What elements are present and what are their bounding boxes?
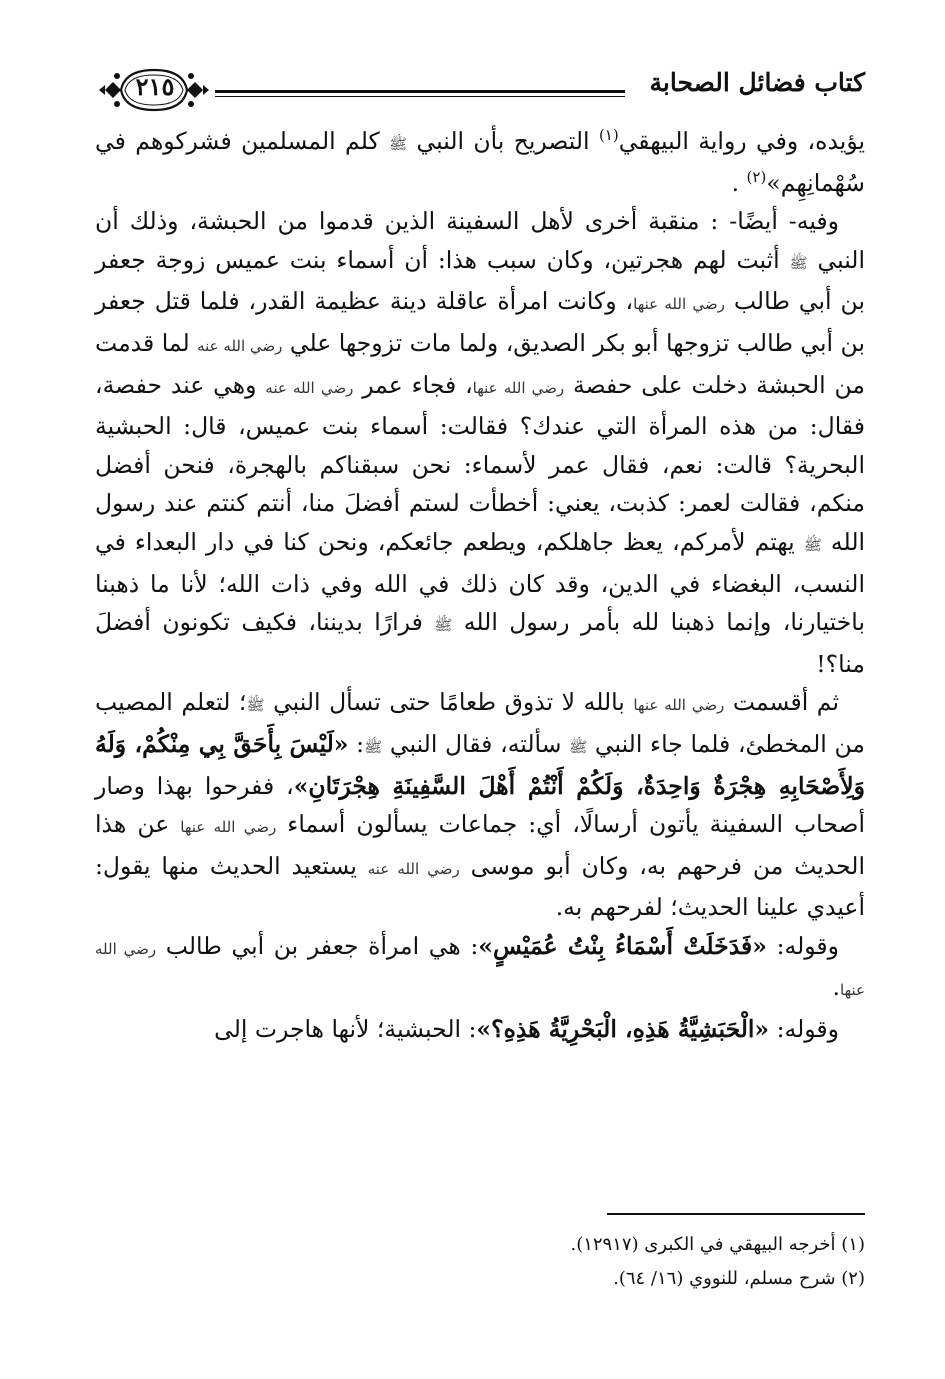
honorific: رضي الله عنها	[633, 295, 725, 314]
text-segment: سألته، فقال النبي	[382, 729, 570, 758]
honorific: ﷺ	[434, 616, 453, 635]
text-segment: عن هذا الحديث من فرحهم به، وكان أبو موسى	[95, 810, 865, 880]
honorific: ﷺ	[246, 696, 265, 715]
hadith-quote: «الْحَبَشِيَّةُ هَذِهِ، الْبَحْرِيَّةُ هَذِهِ؟»	[476, 1015, 770, 1044]
honorific: ﷺ	[789, 253, 808, 272]
text-segment: يؤيده، وفي رواية البيهقي	[618, 127, 866, 155]
page-header	[95, 62, 865, 118]
text-segment: : هي امرأة جعفر بن أبي طالب	[156, 931, 479, 960]
text-segment: أثبت لهم هجرتين، وكان سبب هذا: أن أسماء بنت عميس زوجة جعفر بن أبي طالب	[95, 245, 865, 316]
footnotes	[95, 1228, 865, 1296]
footnote-ref: (١)	[598, 126, 619, 145]
text-segment: ، وكانت امرأة عاقلة دينة عظيمة القدر، فلما قتل جعفر بن أبي طالب تزوجها أبو بكر الصديق، ولما مات تزوجها علي	[95, 287, 865, 357]
text-segment: وهي عند حفصة، فقال: من هذه المرأة التي عندك؟ فقالت: أسماء بنت عميس، قال: الحبشية البحرية؟ قالت: نعم، فقال عمر لأسماء: نحن سبقناكم بالهجرة، فنحن أفضل منكم، فقالت لعمر: كذبت، يعني: أخطأت لستم أفضلَ منا، أنتم كنتم عند رسول الله	[95, 370, 866, 556]
honorific: رضي الله عنها	[633, 696, 725, 715]
text-segment: فرارًا بديننا، فكيف تكونون أفضلَ منا؟!	[95, 608, 865, 678]
text-segment: :	[348, 729, 365, 758]
honorific: رضي الله عنها	[472, 378, 565, 397]
text-segment: يهتم لأمركم، يعظ جاهلكم، ويطعم جائعكم، ونحن كنا في دار البعداء في النسب، البغضاء في الدين، وقد كان ذلك في الله وفي ذات الله؛ لأنا ما ذهبنا باختيارنا، وإنما ذهبنا لله بأمر رسول الله	[95, 527, 865, 637]
footnote-1: (١) أخرجه البيهقي في الكبرى (١٢٩١٧).	[570, 1234, 865, 1255]
honorific: رضي الله عنها	[180, 818, 277, 837]
text-segment: ، ففرحوا بهذا وصار أصحاب السفينة يأتون أرسالًا، أي: جماعات يسألون أسماء	[95, 771, 865, 839]
text-segment: ثم أقسمت	[724, 688, 839, 717]
text-segment: ؛ لتعلم المصيب من المخطئ، فلما جاء النبي	[95, 688, 866, 758]
text-segment: يستعيد الحديث منها يقول: أعيدي علينا الحديث؛ لفرحهم به.	[95, 851, 865, 922]
header-rule	[215, 90, 625, 97]
paragraph	[95, 122, 865, 202]
honorific: ﷺ	[364, 737, 383, 756]
text-segment: .	[832, 973, 841, 1002]
paragraph	[95, 1010, 865, 1049]
hadith-quote: «فَدَخَلَتْ أَسْمَاءُ بِنْتُ عُمَيْسٍ»	[478, 931, 767, 960]
footnote-ref: (٢)	[746, 167, 767, 186]
paragraph	[95, 202, 865, 683]
hadith-quote: «لَيْسَ بِأَحَقَّ بِي مِنْكُمْ، وَلَهُ وَلِأَصْحَابِهِ هِجْرَةٌ وَاحِدَةٌ، وَلَكُمْ أَنْتُمْ أَهْلَ السَّفِينَةِ هِجْرَتَانِ»	[95, 729, 865, 800]
paragraph	[95, 683, 865, 927]
text-segment: ، فجاء عمر	[353, 370, 473, 399]
footnote-divider	[607, 1213, 865, 1215]
text-segment: وقوله:	[769, 1015, 839, 1044]
text-segment: وقوله:	[766, 931, 839, 960]
text-segment: بالله لا تذوق طعامًا حتى تسأل النبي	[264, 688, 634, 717]
paragraph	[95, 927, 865, 1010]
honorific: رضي الله عنه	[367, 859, 460, 878]
honorific: ﷺ	[389, 135, 408, 153]
honorific: رضي الله عنها	[95, 939, 865, 1000]
book-title: كتاب فضائل الصحابة	[649, 68, 865, 97]
honorific: رضي الله عنه	[265, 378, 354, 397]
honorific: ﷺ	[803, 535, 822, 554]
text-segment: كلم المسلمين فشركوهم في سُهْمانِهِم»	[95, 127, 865, 197]
text-segment: .	[731, 168, 747, 197]
text-segment: لما قدمت من الحبشة دخلت على حفصة	[95, 328, 865, 399]
honorific: رضي الله عنه	[197, 336, 283, 355]
text-segment: وفيه- أيضًا- : منقبة أخرى لأهل السفينة الذين قدموا من الحبشة، وذلك أن النبي	[95, 207, 865, 274]
footnote-2: (٢) شرح مسلم، للنووي (١٦/ ٦٤).	[613, 1268, 865, 1289]
text-segment: : الحبشية؛ لأنها هاجرت إلى	[214, 1015, 477, 1044]
page-number: ٢١٥	[135, 72, 175, 101]
main-text	[95, 122, 865, 1049]
text-segment: التصريح بأن النبي	[407, 127, 599, 155]
honorific: ﷺ	[569, 737, 588, 756]
